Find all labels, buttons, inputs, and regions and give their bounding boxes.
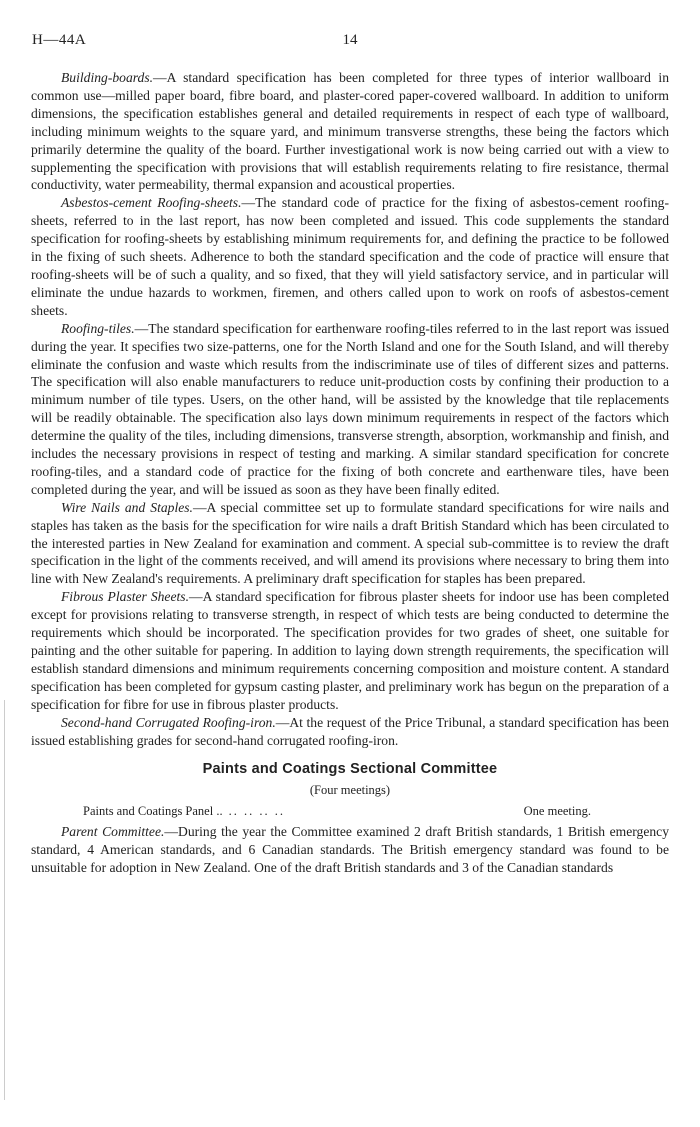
panel-meeting-count: One meeting. (523, 804, 591, 819)
paragraph-text: —At the request of the Price Tribunal, a standard specification has been issued establishing grades for second-hand corrugated roofing-iron. (31, 714, 669, 748)
page-number: 14 (342, 32, 358, 48)
dot-leaders: .. .. .. .. (228, 804, 285, 819)
paragraph-lead: Building-boards. (61, 70, 154, 85)
paragraph-text: —During the year the Committee examined 2 draft British standards, 1 British emergency standard, 4 American standards, and 6 Canadian standards. The British emergency standard was found to be unsuitable for adoption in New Zealand. One of the draft British standards and 3 of the Canadian standards (31, 824, 670, 876)
paragraph-lead: Second-hand Corrugated Roofing-iron. (61, 714, 276, 730)
page-header (32, 32, 668, 52)
paragraph-lead: Roofing-tiles. (61, 320, 135, 336)
paragraph-roofing-tiles (31, 320, 669, 499)
paragraph-text: —A standard specification for fibrous plaster sheets for indoor use has been completed except for provisions relating to transverse strength, in respect of which tests are being conducted to determine the requirements which should be incorporated. The specification provides for two grades of sheet, one suitable for painting and the other suitable for papering. In addition to laying down strength requirements, the specification will establish standard dimensions and minimum requirements concerning composition and moisture content. A standard specification has been completed for gypsum casting plaster, and preliminary work has begun on the preparation of a specification for fibre for use in fibrous plaster products. (31, 589, 669, 712)
paragraph-text: —A standard specification has been completed for three types of interior wallboard in common use—milled paper board, fibre board, and plaster-cored paper-covered wallboard. In addition to uniform dimensions, the specification establishes general and detailed requirements in respect of each type of wallboard, including minimum weights to the square yard, and minimum transverse strengths, these being the factors which primarily determine the quality of the board. Further investigational work is now being carried out with a view to supplementing the specification with provisions that will establish requirements relating to fire resistance, thermal conductivity, water permeability, thermal expansion and acoustical properties. (31, 70, 669, 193)
paragraph-second-hand-roofing (31, 714, 669, 750)
panel-meeting-row (31, 802, 669, 820)
paragraph-lead: Parent Committee. (61, 824, 165, 840)
panel-label: Paints and Coatings Panel .. (83, 804, 223, 819)
paragraph-lead: Fibrous Plaster Sheets. (61, 589, 189, 605)
paragraph-lead: Wire Nails and Staples. (61, 499, 193, 515)
document-code: H—44A (32, 32, 87, 48)
paragraph-wire-nails (31, 499, 669, 589)
section-subheading: (Four meetings) (309, 783, 391, 798)
paragraph-fibrous-plaster (31, 588, 669, 713)
paragraph-parent-committee (31, 823, 669, 877)
section-heading: Paints and Coatings Sectional Committee (202, 761, 498, 778)
paragraph-text: —The standard code of practice for the fixing of asbestos-cement roofing-sheets, referred to in the last report, has now been completed and issued. This code supplements the standard specification for roofing-sheets by establishing minimum requirements for, and defining the practice to be followed in the fixing of such sheets. Adherence to both the standard specification and the code of practice will ensure that roofing-sheets will be of such a quality, and so fixed, that they will yield satisfactory service, and in particular will eliminate the undue hazards to workmen, firemen, and others called upon to work on roofs of asbestos-cement sheets. (31, 195, 670, 318)
paragraph-building-boards (31, 69, 669, 194)
paragraph-text: —A special committee set up to formulate standard specifications for wire nails and staples has taken as the basis for the specification for wire nails a draft British Standard which has been circulated to the interested parties in New Zealand for examination and comment. A special sub-committee is to review the draft specification in the light of the comments received, and will amend its provisions where necessary to bring them into line with New Zealand's requirements. A preliminary draft specification for staples has been prepared. (31, 499, 669, 587)
paragraph-asbestos-cement (31, 194, 669, 319)
paragraph-lead: Asbestos-cement Roofing-sheets. (61, 195, 242, 211)
scan-margin-line (4, 700, 5, 1100)
paragraph-text: —The standard specification for earthenware roofing-tiles referred to in the last report was issued during the year. It specifies two size-patterns, one for the North Island and one for the South Island, and will thereby eliminate the confusion and waste which results from the indiscriminate use of tiles of different sizes and patterns. The specification will also enable manufacturers to reduce unit-production costs by confining their production to a minimum number of tile types. Users, on the other hand, will be assisted by the knowledge that tile replacements will be readily obtainable. The specification also lays down minimum requirements in respect of the factors which determine the quality of the tiles, including dimensions, transverse strength, absorption, workmanship and finish, and includes the necessary provisions in respect of testing and marking. A similar standard specification for concrete roofing-tiles, and a standard code of practice for the fixing of both concrete and earthenware tiles, have been completed during the year, and will be issued as soon as they have been finally edited. (31, 320, 669, 497)
document-body (31, 69, 669, 877)
